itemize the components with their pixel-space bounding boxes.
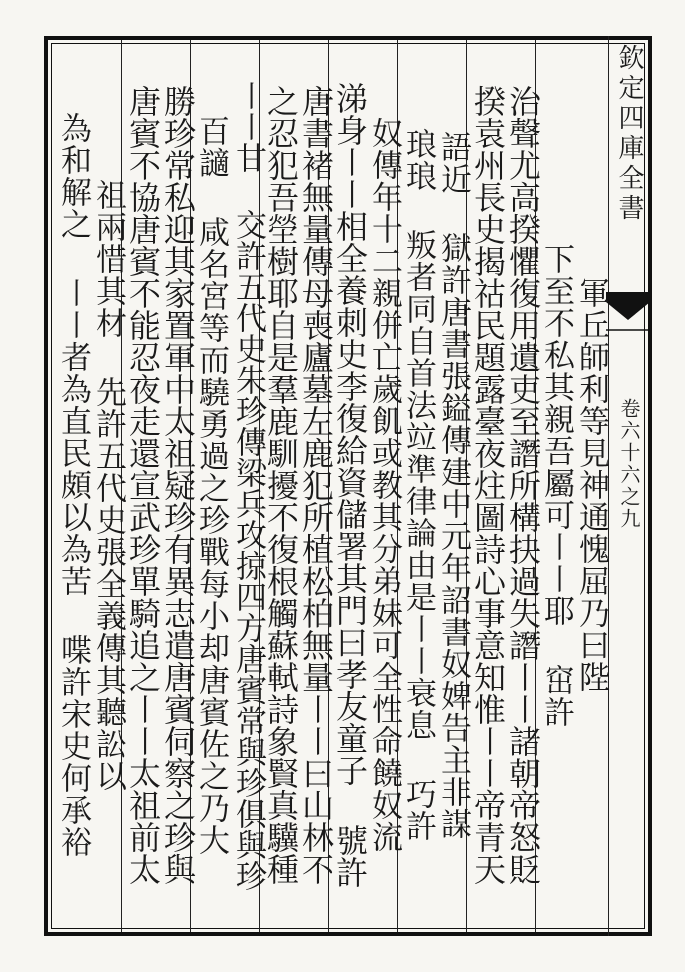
text-column: 涕身〡〡相全養刺史李復給資儲署其門曰孝友童子 號許 — [331, 82, 369, 888]
spine-title: 欽定四庫全書 — [614, 44, 644, 224]
text-column: 之忍犯吾塋樹耶自是羣鹿馴擾不復根觸蘇軾詩象賢真驥種 — [262, 85, 300, 885]
fishtail-mark — [606, 290, 650, 340]
text-column: 語近 獄許唐書張鎰傳建中元年詔書奴婢告主非謀 — [435, 130, 471, 840]
text-column: 〡〡甘 交許五代史朱珍傳梁兵攻掠四方唐賓常與珍俱與珍 — [230, 79, 266, 891]
text-column: 為和解之 〡〡者為直民頗以為苦 喋許宋史何承裕 — [55, 112, 91, 858]
text-column: 祖兩惜其材 先許五代史張全義傳其聽訟以 — [90, 178, 126, 792]
text-column: 唐書褚無量傳母喪廬墓左鹿犯所植松柏無量〡〡曰山林不 — [297, 85, 335, 885]
text-column: 揆袁州長史揭祜民題露臺夜炷圖詩心事意知惟〡〡帝青天 — [469, 85, 507, 885]
text-column: 下至不私其親吾屬可〡〡耶 窋許 — [538, 242, 574, 728]
text-column: 琅琅 叛者同自首法竝準律論由是〡〡衰息 巧許 — [400, 128, 436, 842]
text-column: 勝珍常私迎其家置軍中太祖疑珍有異志遣唐賓伺察之珍與 — [159, 85, 197, 885]
spine-volume: 卷六十六之九 — [617, 398, 641, 530]
text-column: 唐賓不協唐賓不能忍夜走還宣武珍單騎追之〡〡太祖前太 — [124, 85, 162, 885]
text-column: 奴傳年十二親併亡歲飢或教其分弟妹可全性命饒奴流 — [366, 117, 402, 853]
text-column: 軍丘師利等見神通愧屈乃曰陛 — [573, 277, 609, 693]
text-column: 百讁 咸名宮等而驍勇過之珍戰每小却唐賓佐之乃大 — [193, 114, 229, 856]
text-column: 治聲尤高揆懼復用遺吏至譖所構抉過失譖〡〡諸朝帝怒貶 — [504, 85, 542, 885]
